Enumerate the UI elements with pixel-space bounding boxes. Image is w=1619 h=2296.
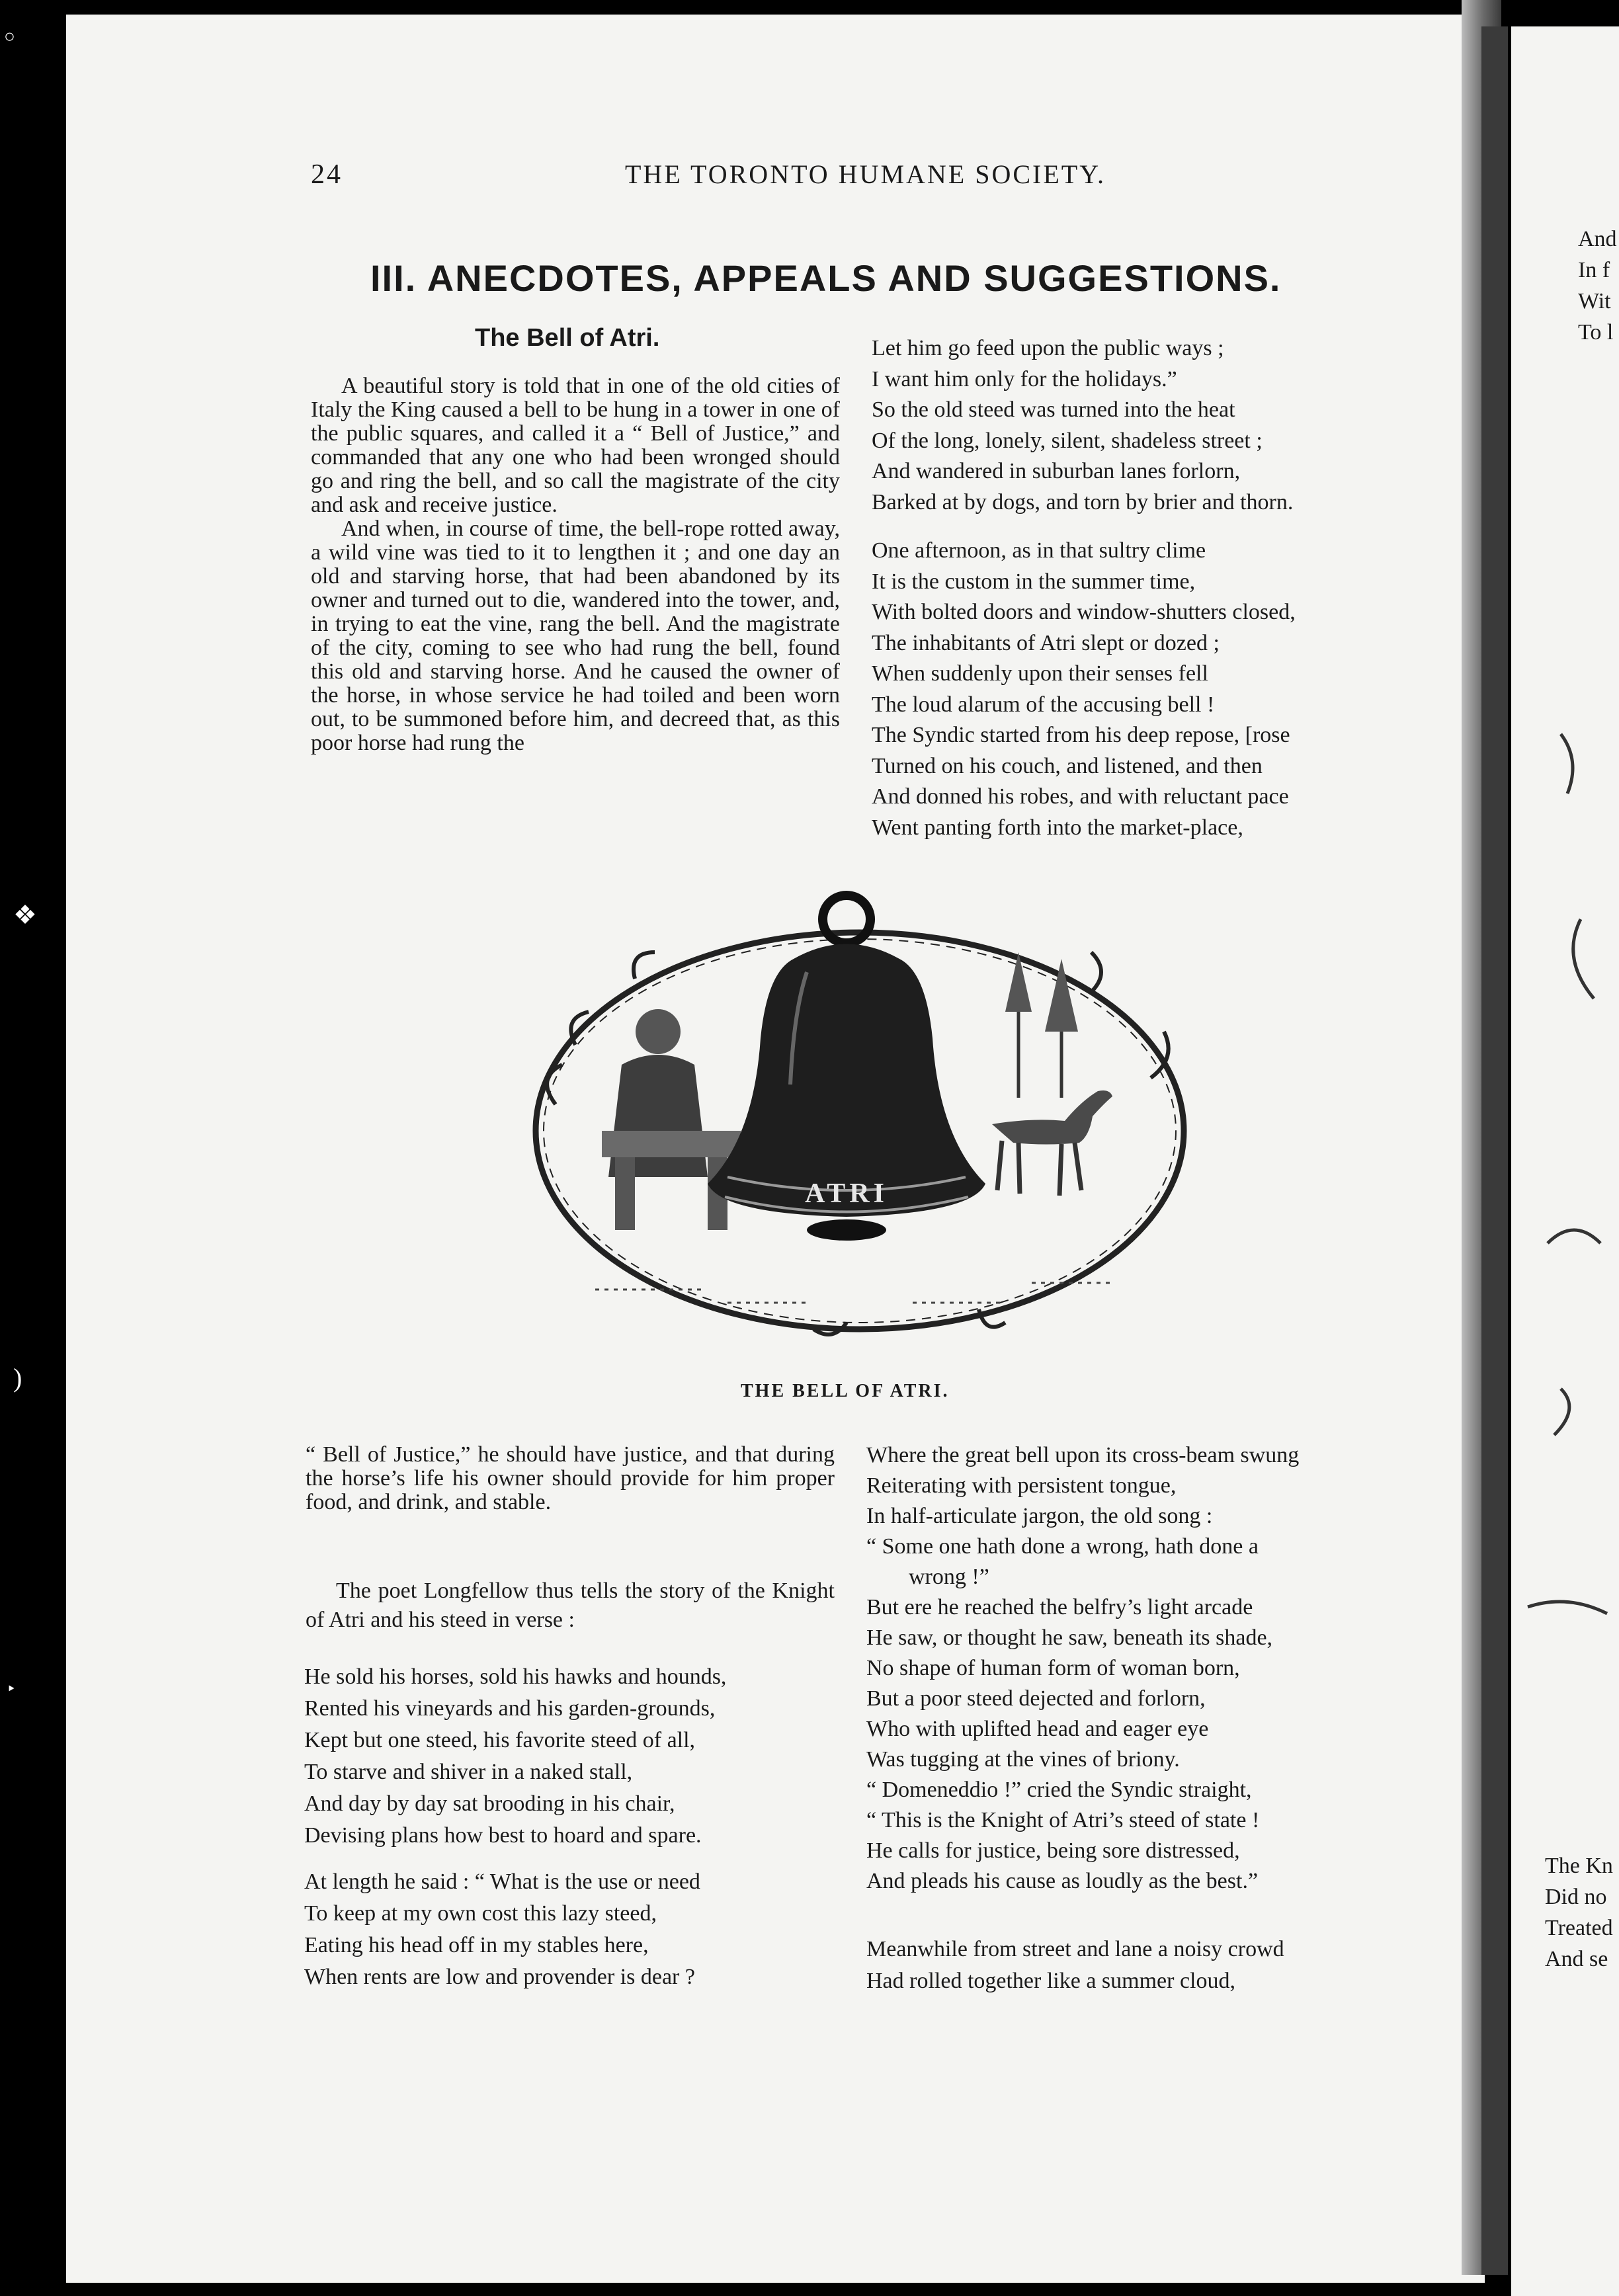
fragment-line: Did no — [1545, 1885, 1607, 1909]
verse-line: Where the great bell upon its cross-beam swung — [866, 1443, 1300, 1467]
longfellow-intro-text: The poet Longfellow thus tells the story of the Knight of Atri and his steed in verse : — [306, 1578, 835, 1632]
verse-line: Was tugging at the vines of briony. — [866, 1747, 1180, 1772]
verse-right-top-2 — [872, 536, 1296, 843]
verse-left-2 — [304, 1866, 700, 1993]
verse-line: The Syndic started from his deep repose, [rose — [872, 723, 1290, 747]
verse-line: Rented his vineyards and his garden-grounds, — [304, 1696, 716, 1721]
horse-figure — [992, 1090, 1112, 1196]
bell-illustration — [516, 880, 1204, 1362]
intro-paragraph: And when, in course of time, the bell-rope rotted away, a wild vine was tied to it to lengthen it ; and one day an old and starving horse, that had been abandoned by its owner and turned out to die, wandered into the tower, and, in trying to eat the vine, rang the bell. And the magistrate of the city, coming to see who had rung the bell, found this old and starving horse. And he caused the owner of the horse, in whose service he had toiled and been worn out, to be summoned before him, and decreed that, as this poor horse had rung the — [311, 516, 840, 755]
verse-line: Of the long, lonely, silent, shadeless street ; — [872, 428, 1263, 453]
verse-line: One afternoon, as in that sultry clime — [872, 538, 1206, 563]
verse-line: wrong !” — [909, 1565, 989, 1589]
verse-line: Eating his head off in my stables here, — [304, 1933, 649, 1957]
verse-line: But a poor steed dejected and forlorn, — [866, 1686, 1206, 1711]
intro-prose — [311, 374, 840, 755]
verse-line: Had rolled together like a summer cloud, — [866, 1969, 1235, 1993]
verse-line: “ Domeneddio !” cried the Syndic straight, — [866, 1778, 1252, 1802]
verse-line: To starve and shiver in a naked stall, — [304, 1760, 633, 1784]
verse-line: Let him go feed upon the public ways ; — [872, 336, 1224, 360]
verse-line: He saw, or thought he saw, beneath its shade, — [866, 1625, 1273, 1650]
verse-line: He calls for justice, being sore distressed, — [866, 1838, 1240, 1863]
verse-line: And pleads his cause as loudly as the best.” — [866, 1869, 1259, 1893]
fragment-line: To l — [1578, 320, 1614, 345]
continued-prose — [306, 1443, 835, 1514]
verse-line: Who with uplifted head and eager eye — [866, 1717, 1209, 1741]
adjacent-page-text-top — [1578, 224, 1619, 348]
bell-inscription: ATRI — [805, 1178, 888, 1209]
verse-line: Went panting forth into the market-place, — [872, 815, 1243, 840]
fragment-line: The Kn — [1545, 1854, 1613, 1878]
continued-paragraph: “ Bell of Justice,” he should have justice, and that during the horse’s life his owner should provide for him proper food, and drink, and stable. — [306, 1442, 835, 1514]
verse-line: When rents are low and provender is dear ? — [304, 1965, 695, 1989]
adjacent-page-text-bottom — [1545, 1850, 1619, 1975]
verse-left-1 — [304, 1661, 726, 1852]
verse-line: Meanwhile from street and lane a noisy crowd — [866, 1937, 1284, 1961]
fragment-line: Treated — [1545, 1916, 1613, 1940]
verse-line: When suddenly upon their senses fell — [872, 661, 1208, 686]
verse-line: It is the custom in the summer time, — [872, 569, 1196, 594]
article-title: The Bell of Atri. — [475, 324, 660, 352]
verse-line: So the old steed was turned into the heat — [872, 397, 1235, 422]
verse-line: Kept but one steed, his favorite steed of all, — [304, 1728, 696, 1752]
verse-line: The inhabitants of Atri slept or dozed ; — [872, 630, 1220, 655]
verse-line: He sold his horses, sold his hawks and hounds, — [304, 1664, 727, 1689]
verse-line: To keep at my own cost this lazy steed, — [304, 1901, 657, 1926]
verse-right-top-1 — [872, 333, 1293, 518]
verse-line: And donned his robes, and with reluctant pace — [872, 784, 1289, 809]
syndic-figure — [602, 1009, 741, 1230]
running-head: THE TORONTO HUMANE SOCIETY. — [625, 159, 1106, 189]
verse-line: The loud alarum of the accusing bell ! — [872, 692, 1215, 717]
binding-shadow — [1481, 26, 1508, 2275]
section-title: III. ANECDOTES, APPEALS AND SUGGESTIONS. — [370, 257, 1282, 299]
adjacent-page-sketch — [1521, 727, 1619, 1719]
illustration-caption: THE BELL OF ATRI. — [741, 1381, 950, 1401]
fragment-line: In f — [1578, 258, 1610, 282]
verse-line: And wandered in suburban lanes forlorn, — [872, 459, 1241, 483]
verse-line: At length he said : “ What is the use or need — [304, 1869, 700, 1894]
verse-line: “ This is the Knight of Atri’s steed of state ! — [866, 1808, 1260, 1832]
longfellow-intro — [306, 1577, 835, 1635]
page-number: 24 — [311, 159, 343, 190]
verse-right-bottom-2 — [866, 1934, 1284, 1997]
fragment-line: Wit — [1578, 289, 1611, 313]
verse-line: In half-articulate jargon, the old song : — [866, 1504, 1213, 1528]
verse-line: Devising plans how best to hoard and spare. — [304, 1823, 702, 1848]
verse-line: With bolted doors and window-shutters closed, — [872, 600, 1296, 624]
verse-line: I want him only for the holidays.” — [872, 366, 1177, 391]
verse-line: And day by day sat brooding in his chair, — [304, 1791, 675, 1816]
verse-line: But ere he reached the belfry’s light arcade — [866, 1595, 1253, 1620]
running-header — [311, 159, 1257, 198]
fragment-line: And — [1578, 227, 1617, 251]
verse-line: “ Some one hath done a wrong, hath done a — [866, 1534, 1259, 1559]
verse-line: Turned on his couch, and listened, and then — [872, 753, 1263, 778]
verse-line: Reiterating with persistent tongue, — [866, 1473, 1177, 1498]
verse-line: Barked at by dogs, and torn by brier and thorn. — [872, 489, 1294, 514]
verse-line: No shape of human form of woman born, — [866, 1656, 1240, 1680]
fragment-line: And se — [1545, 1947, 1608, 1971]
verse-right-bottom-1 — [866, 1440, 1299, 1897]
intro-paragraph: A beautiful story is told that in one of the old cities of Italy the King caused a bell to be hung in a tower in one of the public squares, and called it a “ Bell of Justice,” and commanded that any one who had been wronged should go and ring the bell, and so call the magistrate of the city and ask and receive justice. — [311, 374, 840, 517]
scanned-spread: ○ ❖ ) ‣ 24 THE TORONTO HUMANE SOCIETY. III. ANECDOTES, APPEALS AND SUGGESTIONS. The Bell of Atri. A beautiful story is told that in one of the old cities of Italy the King caused a bell to be hung in a tower in one of the public squares, and called it a “ Bell of Justice,” and commanded that any one who had been wronged should go and ring the bell, and so call the magistrate of the city and ask and receive justice. And when, in course of time, the bell-rope rotted away, a wild vine was tied to it to lengthen it ; and one day an old and starving horse, that had been abandoned by its owner and turned out to die, wandered into the tower, and, in trying to eat the vine, rang the bell. And the magistrate of the city, coming to see who had rung the bell, found this old and starving horse. And he caused the owner of the horse, in whose service he had toiled and been worn out, to be summoned before him, and decreed that, as this poor horse had rung the Let him go feed upon the public ways ; I want him only for the holidays.” So the old steed was turned into the heat Of the long, lonely, silent, shadeless street ; And wandered in suburban lanes forlorn, Barked at by dogs, and torn by brier and thorn. One afternoon, as in that sultry clime It is the custom in the summer time, With bolted doors and window-shutters closed, The inhabitants of Atri slept or dozed ; When suddenly upon their senses fell The loud alarum of the accusing bell ! The Syndic started from his deep repose, [rose Turned on his couch, and listened, and then And donned his robes, and with reluctant pace Went panting forth into the market-place, ATRI THE BELL OF ATRI. “ Bell of Justice,” he should have justice, and that during the horse’s life his owner should provide for him proper food, and drink, and stable. The poet Longfellow thus tells the story of the Knight of Atri and his steed in verse : He sold his horses, sold his hawks and hounds, Rented his vineyards and his garden-grounds, Kept but one steed, his favorite steed of all, To starve and shiver in a naked stall, And day by day sat brooding in his chair, Devising plans how best to hoard and spare. At length he said : “ What is the use or need To keep at my own cost this lazy steed, Eating his head off in my stables here, When rents are low and provender is dear ? Where the great bell upon its cross-beam swung Reiterating with persistent tongue, In half-articulate jargon, the old song : “ Some one hath done a wrong, hath done a wrong !” But ere he reached the belfry’s light arcade He saw, or thought he saw, beneath its shade, No shape of human form of woman born, But a poor steed dejected and forlorn, Who with uplifted head and eager eye Was tugging at the vines of briony. “ Domeneddio !” cried the Syndic straight, “ This is the Knight of Atri’s steed of state ! He calls for justice, being sore distressed, And pleads his cause as loudly as the best.” Meanwhile from street and lane a noisy crowd Had rolled together like a summer cloud, And In f Wit To l The Kn Did no Treated And se — [0, 0, 1619, 2296]
